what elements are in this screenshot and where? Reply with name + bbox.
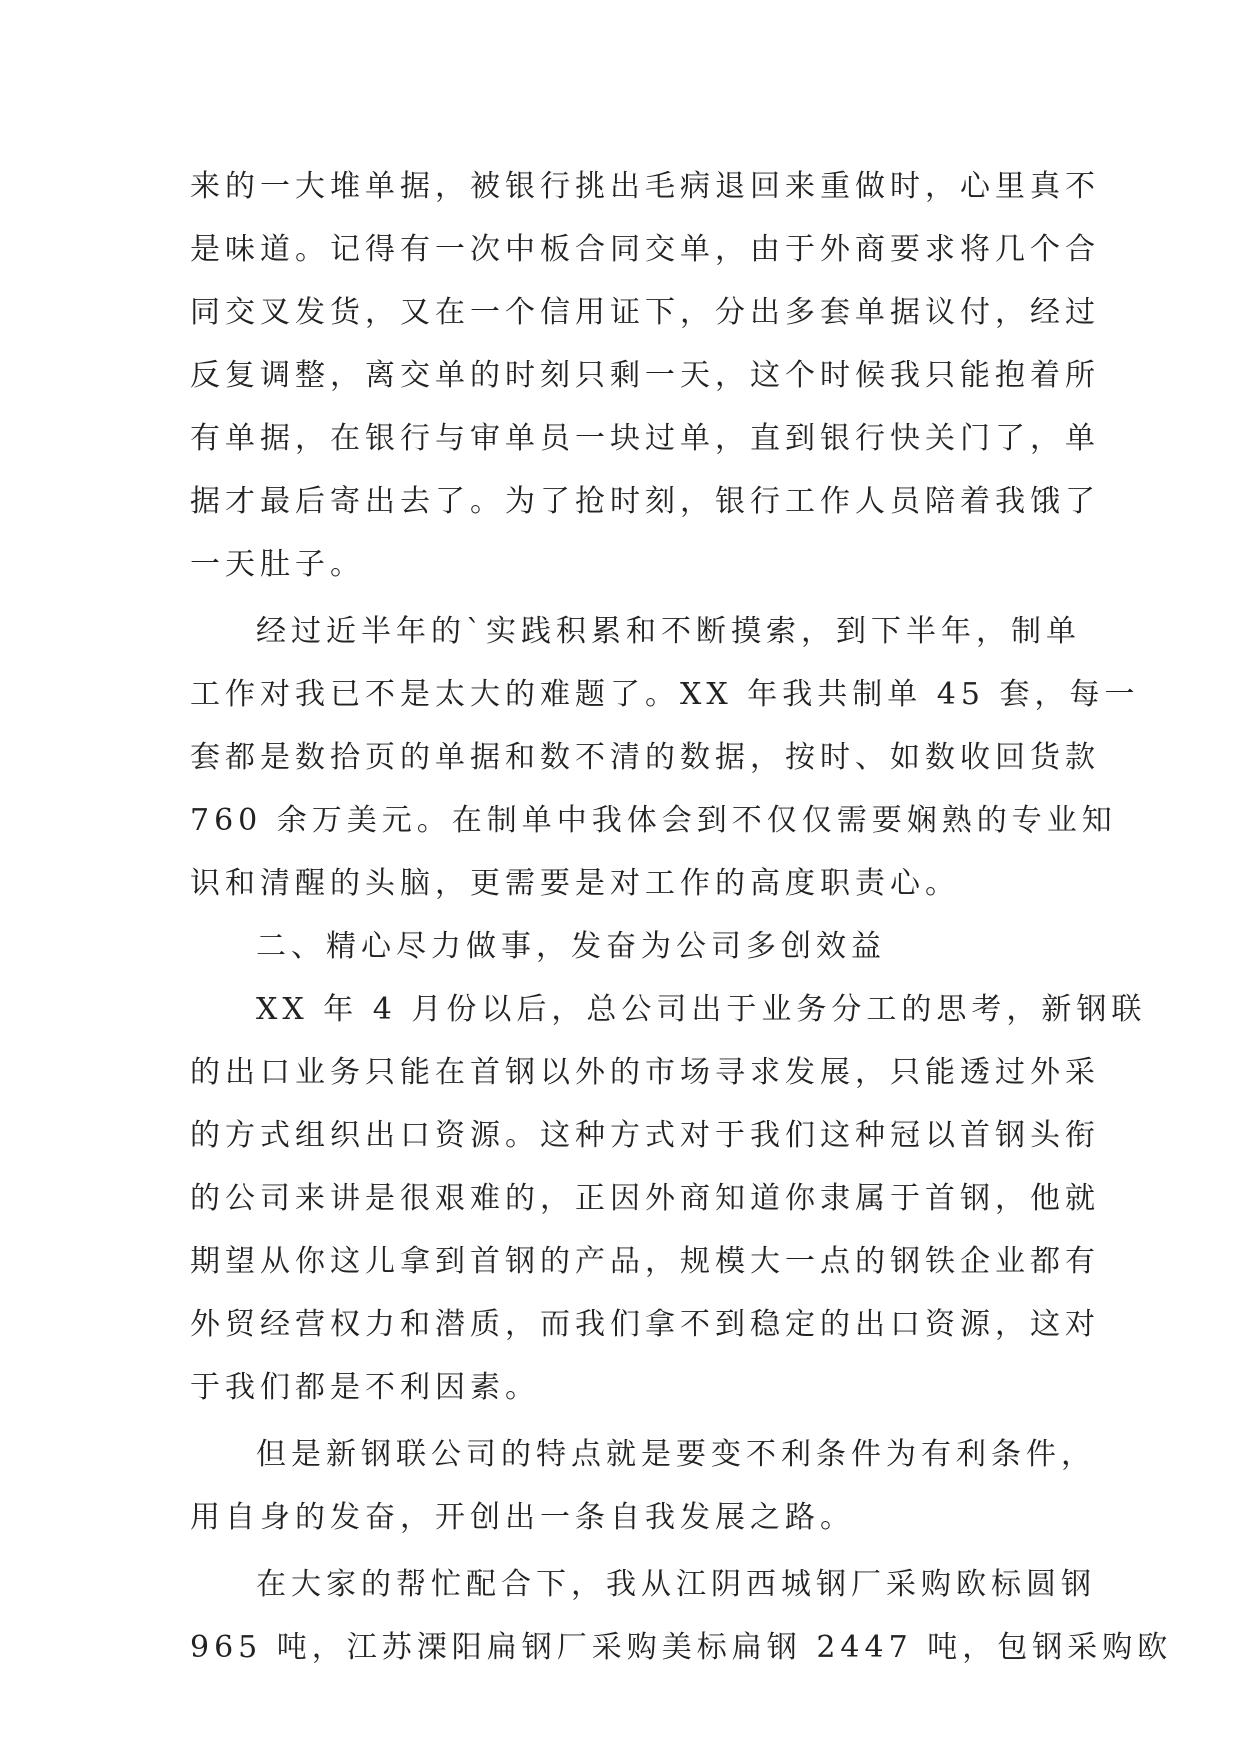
text-line: 用自身的发奋，开创出一条自我发展之路。	[190, 1500, 855, 1535]
text-line: 外贸经营权力和潜质，而我们拿不到稳定的出口资源，这对	[190, 1307, 1100, 1342]
text-line: 的公司来讲是很艰难的，正因外商知道你隶属于首钢，他就	[190, 1181, 1100, 1216]
text-line: 760 余万美元。在制单中我体会到不仅仅需要娴熟的专业知	[190, 803, 1117, 838]
text-line: 有单据，在银行与审单员一块过单，直到银行快关门了，单	[190, 421, 1100, 456]
paragraph-first-line: 在大家的帮忙配合下，我从江阴西城钢厂采购欧标圆钢	[256, 1567, 1096, 1602]
document-body	[190, 155, 1173, 1679]
paragraph-first-line: 经过近半年的`实践积累和不断摸索，到下半年，制单	[256, 614, 1081, 649]
text-line: 识和清醒的头脑，更需要是对工作的高度职责心。	[190, 866, 960, 901]
text-line: 套都是数拾页的单据和数不清的数据，按时、如数收回货款	[190, 740, 1100, 775]
section-heading: 二、精心尽力做事，发奋为公司多创效益	[256, 929, 886, 964]
text-line: 据才最后寄出去了。为了抢时刻，银行工作人员陪着我饿了	[190, 484, 1100, 519]
text-line: 于我们都是不利因素。	[190, 1370, 540, 1405]
text-line: 同交叉发货，又在一个信用证下，分出多套单据议付，经过	[190, 295, 1100, 330]
text-line: 965 吨，江苏溧阳扁钢厂采购美标扁钢 2447 吨，包钢采购欧	[190, 1630, 1173, 1665]
text-line: 期望从你这儿拿到首钢的产品，规模大一点的钢铁企业都有	[190, 1244, 1100, 1279]
text-line: 一天肚子。	[190, 547, 365, 582]
text-line: 来的一大堆单据，被银行挑出毛病退回来重做时，心里真不	[190, 169, 1100, 204]
text-line: 反复调整，离交单的时刻只剩一天，这个时候我只能抱着所	[190, 358, 1100, 393]
text-line: 的方式组织出口资源。这种方式对于我们这种冠以首钢头衔	[190, 1118, 1100, 1153]
text-line: 的出口业务只能在首钢以外的市场寻求发展，只能透过外采	[190, 1055, 1100, 1090]
paragraph-first-line: 但是新钢联公司的特点就是要变不利条件为有利条件，	[256, 1437, 1096, 1472]
paragraph-first-line: XX 年 4 月份以后，总公司出于业务分工的思考，新钢联	[256, 992, 1147, 1027]
text-line: 是味道。记得有一次中板合同交单，由于外商要求将几个合	[190, 232, 1100, 267]
text-line: 工作对我已不是太大的难题了。XX 年我共制单 45 套，每一	[190, 677, 1140, 712]
